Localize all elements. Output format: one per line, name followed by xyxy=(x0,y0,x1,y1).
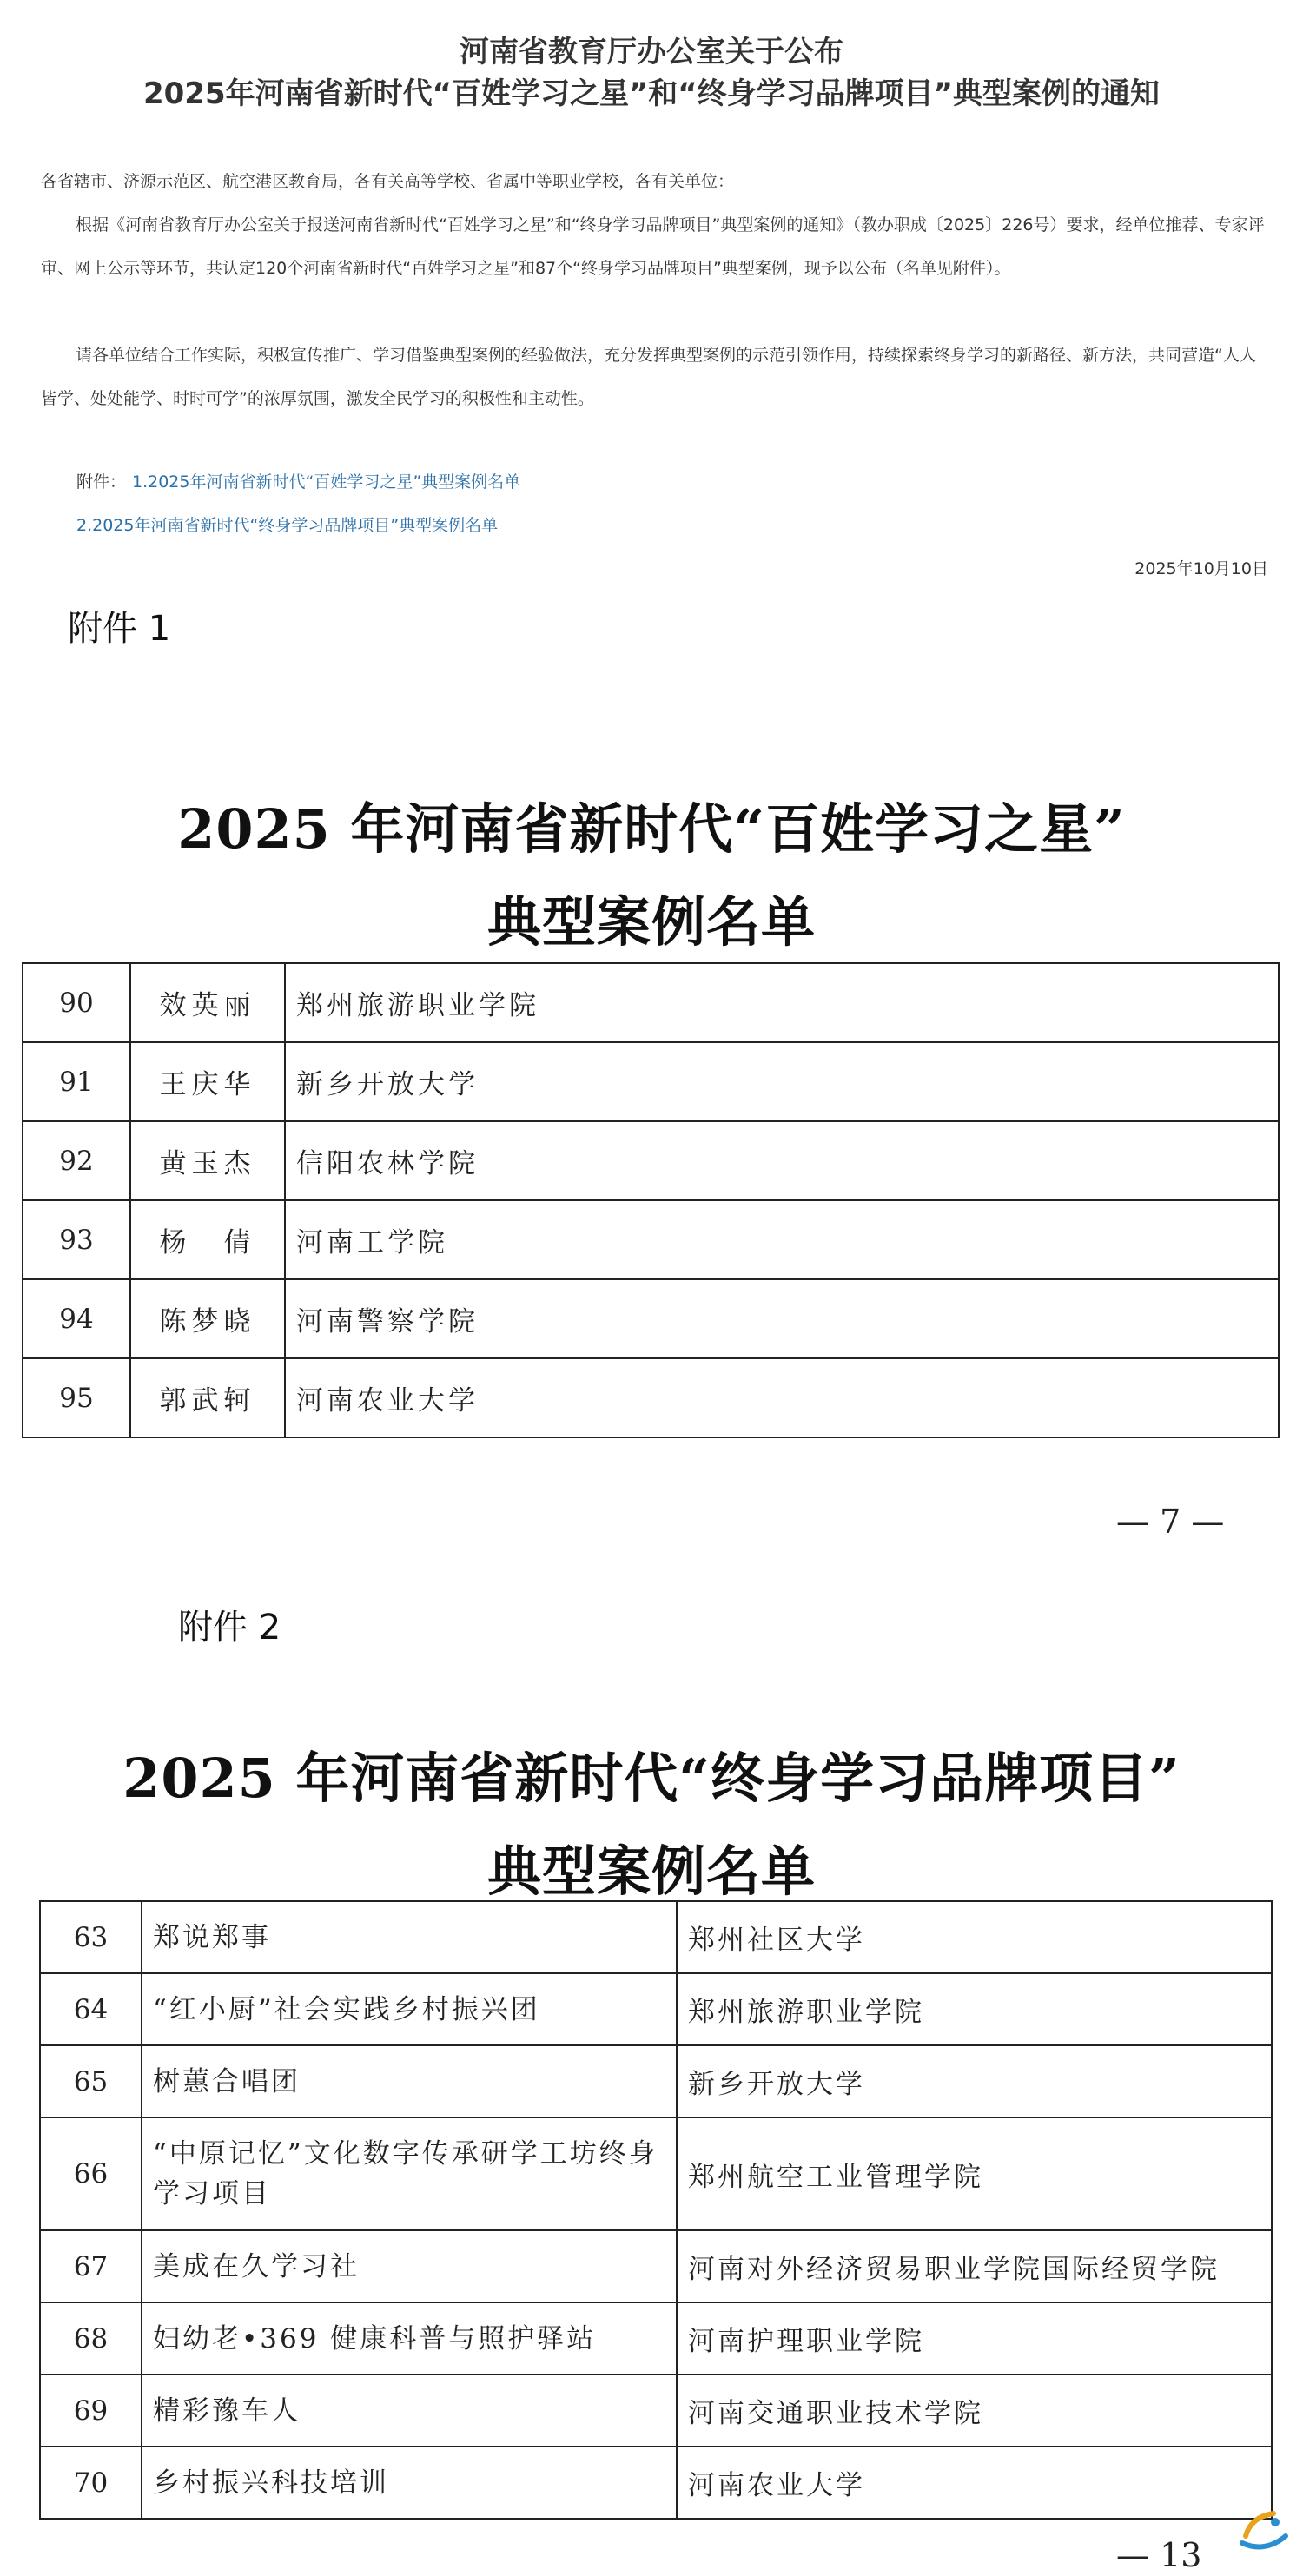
brand-projects-table xyxy=(39,1900,1273,2520)
project-name: 妇幼老•369 健康科普与照护驿站 xyxy=(142,2302,677,2375)
row-number: 93 xyxy=(23,1200,130,1279)
attachment2-title-line2: 典型案例名单 xyxy=(486,1840,816,1903)
notice-addressee: 各省辖市、济源示范区、航空港区教育局，各有关高等学校、省属中等职业学校，各有关单位： xyxy=(41,172,735,191)
attachment1-title-line1: 2025 年河南省新时代“百姓学习之星” xyxy=(177,797,1126,861)
table-row xyxy=(23,1279,1279,1358)
table-row xyxy=(40,2447,1272,2519)
row-number: 64 xyxy=(40,1973,142,2045)
table-row xyxy=(23,1042,1279,1121)
unit-name: 河南工学院 xyxy=(285,1200,1279,1279)
table-row xyxy=(40,2045,1272,2117)
row-number: 94 xyxy=(23,1279,130,1358)
attachment1-title-line2: 典型案例名单 xyxy=(486,890,816,954)
person-name: 陈梦晓 xyxy=(130,1279,285,1358)
unit-name: 河南农业大学 xyxy=(285,1358,1279,1437)
row-number: 92 xyxy=(23,1121,130,1200)
attachment2-label: 附件 2 xyxy=(178,1608,281,1648)
row-number: 63 xyxy=(40,1901,142,1973)
row-number: 68 xyxy=(40,2302,142,2375)
project-name: “中原记忆”文化数字传承研学工坊终身学习项目 xyxy=(142,2117,677,2230)
row-number: 66 xyxy=(40,2117,142,2230)
table-row xyxy=(23,1200,1279,1279)
person-name: 杨 倩 xyxy=(130,1200,285,1279)
page-number-7: — 7 — xyxy=(1116,1503,1225,1541)
attachment1-label: 附件 1 xyxy=(68,609,171,649)
unit-name: 新乡开放大学 xyxy=(285,1042,1279,1121)
table-row xyxy=(23,1121,1279,1200)
site-logo-icon xyxy=(1234,2501,1294,2562)
unit-name: 郑州旅游职业学院 xyxy=(677,1973,1272,2045)
table-row xyxy=(40,2117,1272,2230)
table-row xyxy=(40,2302,1272,2375)
unit-name: 新乡开放大学 xyxy=(677,2045,1272,2117)
row-number: 67 xyxy=(40,2230,142,2302)
table-row xyxy=(40,2375,1272,2447)
notice-title-line2: 2025年河南省新时代“百姓学习之星”和“终身学习品牌项目”典型案例的通知 xyxy=(142,76,1160,111)
notice-paragraph-1: 根据《河南省教育厅办公室关于报送河南省新时代“百姓学习之星”和“终身学习品牌项目”典型案例的通知》（教办职成〔2025〕226号）要求，经单位推荐、专家评审、网上公示等环节，共认定120个河南省新时代“百姓学习之星”和87个“终身学习品牌项目”典型案例，现予以公布（名单见附件）。 xyxy=(41,215,1265,278)
unit-name: 河南交通职业技术学院 xyxy=(677,2375,1272,2447)
table-row xyxy=(23,963,1279,1042)
unit-name: 河南警察学院 xyxy=(285,1279,1279,1358)
person-name: 黄玉杰 xyxy=(130,1121,285,1200)
project-name: 郑说郑事 xyxy=(142,1901,677,1973)
unit-name: 河南农业大学 xyxy=(677,2447,1272,2519)
unit-name: 郑州社区大学 xyxy=(677,1901,1272,1973)
unit-name: 郑州旅游职业学院 xyxy=(285,963,1279,1042)
project-name: 美成在久学习社 xyxy=(142,2230,677,2302)
table-row xyxy=(40,2230,1272,2302)
unit-name: 郑州航空工业管理学院 xyxy=(677,2117,1272,2230)
row-number: 95 xyxy=(23,1358,130,1437)
project-name: 乡村振兴科技培训 xyxy=(142,2447,677,2519)
row-number: 91 xyxy=(23,1042,130,1121)
attachment-link-2[interactable]: 2.2025年河南省新时代“终身学习品牌项目”典型案例名单 xyxy=(76,516,499,535)
row-number: 69 xyxy=(40,2375,142,2447)
unit-name: 河南护理职业学院 xyxy=(677,2302,1272,2375)
attachments-label: 附件： xyxy=(76,472,127,492)
project-name: 树蕙合唱团 xyxy=(142,2045,677,2117)
row-number: 70 xyxy=(40,2447,142,2519)
notice-date: 2025年10月10日 xyxy=(1134,559,1268,578)
table-row xyxy=(40,1973,1272,2045)
project-name: “红小厨”社会实践乡村振兴团 xyxy=(142,1973,677,2045)
learning-stars-table xyxy=(22,962,1280,1438)
person-name: 郭武轲 xyxy=(130,1358,285,1437)
attachment2-title-line1: 2025 年河南省新时代“终身学习品牌项目” xyxy=(122,1747,1181,1810)
unit-name: 河南对外经济贸易职业学院国际经贸学院 xyxy=(677,2230,1272,2302)
attachment-link-1[interactable]: 1.2025年河南省新时代“百姓学习之星”典型案例名单 xyxy=(132,472,521,492)
person-name: 王庆华 xyxy=(130,1042,285,1121)
page-number-13: — 13 xyxy=(1116,2536,1202,2574)
table-row xyxy=(23,1358,1279,1437)
notice-title-line1: 河南省教育厅办公室关于公布 xyxy=(460,35,843,69)
notice-paragraph-2: 请各单位结合工作实际，积极宣传推广、学习借鉴典型案例的经验做法，充分发挥典型案例的示范引领作用，持续探索终身学习的新路径、新方法，共同营造“人人皆学、处处能学、时时可学”的浓厚氛围，激发全民学习的积极性和主动性。 xyxy=(41,346,1256,408)
person-name: 效英丽 xyxy=(130,963,285,1042)
row-number: 90 xyxy=(23,963,130,1042)
unit-name: 信阳农林学院 xyxy=(285,1121,1279,1200)
table-row xyxy=(40,1901,1272,1973)
project-name: 精彩豫车人 xyxy=(142,2375,677,2447)
row-number: 65 xyxy=(40,2045,142,2117)
